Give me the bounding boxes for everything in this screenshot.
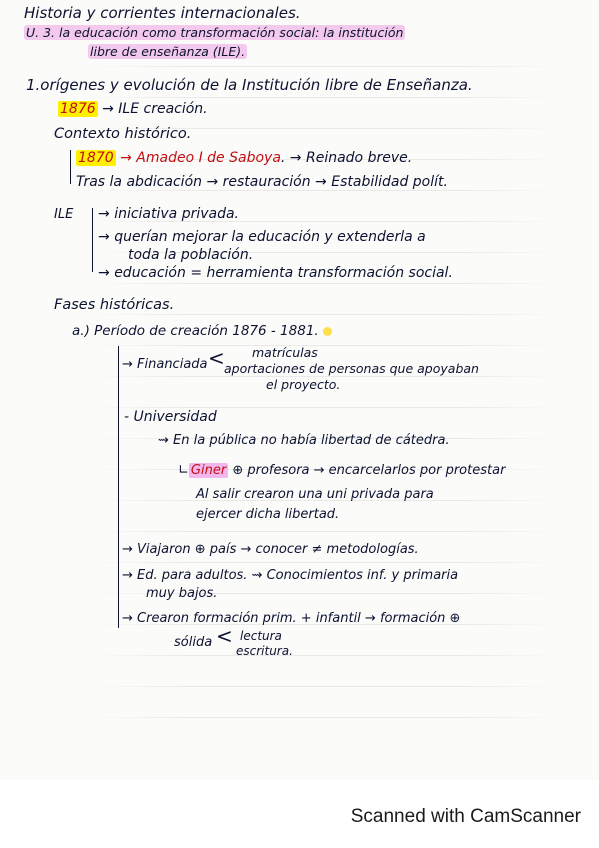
- fin-matriculas: matrículas: [252, 345, 318, 360]
- camscanner-watermark: Scanned with CamScanner: [350, 806, 581, 827]
- ile-item2: → querían mejorar la educación y extenderla a: [98, 229, 426, 245]
- univ-giner-line: ∟ Giner ⊕ profesora → encarcelarlos por protestar: [178, 463, 506, 478]
- univ-ejercer: ejercer dicha libertad.: [196, 507, 340, 522]
- financiada: → Financiada: [122, 357, 208, 372]
- context-line2: Tras la abdicación → restauración → Estabilidad polít.: [76, 174, 448, 190]
- crearon-escritura: escritura.: [236, 644, 293, 658]
- context-line1: [76, 151, 412, 166]
- viajaron: → Viajaron ⊕ país → conocer ≠ metodologías.: [122, 542, 419, 557]
- year-1876: 1876: [60, 101, 96, 117]
- crearon-solida: sólida: [174, 635, 213, 650]
- adultos-line2: muy bajos.: [146, 586, 218, 601]
- ile-bracket: [92, 208, 93, 272]
- contexto-historico: Contexto histórico.: [54, 126, 192, 142]
- univ-salir: Al salir crearon una uni privada para: [196, 487, 434, 502]
- ile-item1: → iniciativa privada.: [98, 206, 240, 222]
- adultos-line1: → Ed. para adultos. ⇝ Conocimientos inf. y primaria: [122, 568, 459, 583]
- context-bracket: [70, 150, 71, 184]
- fin-aportaciones: aportaciones de personas que apoyaban: [224, 361, 479, 376]
- fases-historicas: Fases históricas.: [54, 297, 175, 313]
- fases-bracket: [118, 346, 119, 628]
- year-1876-line: [58, 102, 208, 117]
- brace-solida: <: [216, 624, 233, 648]
- unit-title-line1: U. 3. la educación como transformación social: la institución: [26, 25, 404, 40]
- fin-proyecto: el proyecto.: [266, 377, 341, 392]
- universidad: - Universidad: [124, 409, 217, 425]
- univ-libertad: ⇝ En la pública no había libertad de cátedra.: [158, 433, 450, 448]
- crearon-lectura: lectura: [240, 629, 282, 643]
- brace-financiada: <: [208, 346, 225, 370]
- yellow-dot-mark: [323, 327, 332, 336]
- crearon-line1: → Crearon formación prim. + infantil → formación ⊕: [122, 611, 461, 626]
- unit-title-line2: libre de enseñanza (ILE).: [90, 44, 246, 59]
- section1-title: 1.orígenes y evolución de la Institución libre de Enseñanza.: [26, 76, 473, 94]
- reinado: . → Reinado breve.: [280, 150, 413, 166]
- giner: Giner: [190, 463, 227, 478]
- periodo-creacion: a.) Período de creación 1876 - 1881.: [72, 324, 332, 338]
- ile-item3: toda la población.: [128, 247, 254, 263]
- ile-label: ILE: [54, 207, 74, 222]
- year-1870: 1870: [78, 150, 114, 166]
- amadeo: → Amadeo I de Saboya: [120, 150, 281, 166]
- ile-creacion: → ILE creación.: [102, 101, 208, 117]
- ile-item4: → educación = herramienta transformación social.: [98, 265, 453, 281]
- header: Historia y corrientes internacionales.: [24, 4, 301, 22]
